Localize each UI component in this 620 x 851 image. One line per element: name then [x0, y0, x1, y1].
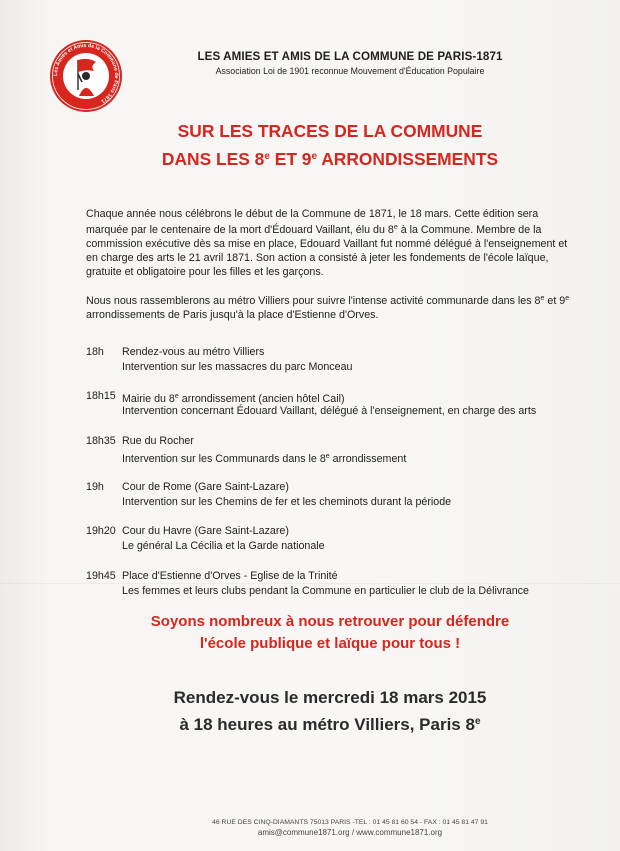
schedule-description: Le général La Cécilia et la Garde nationale — [122, 540, 325, 552]
slogan-line-2: l'école publique et laïque pour tous ! — [199, 635, 461, 652]
header — [140, 50, 560, 76]
schedule-description: Les femmes et leurs clubs pendant la Commune en particulier le club de la Délivrance — [122, 585, 529, 597]
schedule-description: Intervention sur les massacres du parc Monceau — [122, 361, 353, 373]
footer — [150, 818, 550, 838]
schedule-location: Rendez-vous au métro Villiers — [122, 346, 265, 358]
title-line-2: DANS LES 8e ET 9e ARRONDISSEMENTS — [161, 149, 499, 169]
intro-paragraph-2: Nous nous rassemblerons au métro Villiers pour suivre l'intense activité communarde dans les 8e et 9e arrondissements de Paris jusqu'à la place d'Estienne d'Orves. — [86, 295, 570, 321]
schedule-time: 19h — [86, 481, 104, 493]
schedule-time: 18h35 — [86, 435, 116, 447]
schedule-location: Mairie du 8e arrondissement (ancien hôtel Cail) — [122, 393, 345, 405]
svg-text:Les Amies et Amis de la Commun: Les Amies et Amis de la Commune de Paris 1871 — [52, 42, 120, 105]
title-line-1: SUR LES TRACES DE LA COMMUNE — [177, 121, 483, 141]
slogan-line-1: Soyons nombreux à nous retrouver pour défendre — [150, 613, 510, 630]
schedule-location: Rue du Rocher — [122, 435, 194, 447]
schedule-time: 19h20 — [86, 525, 116, 537]
schedule-description: Intervention concernant Édouard Vaillant, délégué à l'enseignement, en charge des arts — [122, 405, 537, 417]
introduction — [86, 207, 580, 335]
schedule-location: Cour de Rome (Gare Saint-Lazare) — [122, 481, 289, 493]
intro-paragraph-1: Chaque année nous célébrons le début de la Commune de 1871, le 18 mars. Cette édition sera marquée par le centenaire de la mort d'Édouard Vaillant, élu du 8e à la Commune. Membre de la commission exécutive dès sa mise en place, Edouard Vaillant fut nommé délégué à l'enseignement et en charge des arts le 21 avril 1871. Son action a consisté à jeter les fondements de l'école laïque, gratuite et obligatoire pour les filles et les garçons. — [86, 208, 568, 278]
organization-name: LES AMIES ET AMIS DE LA COMMUNE DE PARIS-1871 — [197, 50, 503, 63]
page-title — [40, 118, 620, 172]
meeting-info — [40, 686, 620, 737]
schedule-time: 18h15 — [86, 390, 116, 402]
schedule-description: Intervention sur les Communards dans le 8e arrondissement — [122, 453, 407, 465]
schedule-description: Intervention sur les Chemins de fer et les cheminots durant la période — [122, 496, 452, 508]
association-logo — [48, 38, 124, 114]
schedule-location: Cour du Havre (Gare Saint-Lazare) — [122, 525, 289, 537]
footer-contact: amis@commune1871.org / www.commune1871.org — [257, 828, 443, 837]
slogan — [40, 611, 620, 655]
organization-subtitle: Association Loi de 1901 reconnue Mouvement d'Éducation Populaire — [215, 66, 485, 76]
footer-address: 46 RUE DES CINQ-DIAMANTS 75013 PARIS -TEL : 01 45 81 60 54 - FAX : 01 45 81 47 91 — [212, 819, 488, 826]
meeting-date: Rendez-vous le mercredi 18 mars 2015 — [173, 688, 487, 707]
schedule-time: 19h45 — [86, 570, 116, 582]
meeting-place: à 18 heures au métro Villiers, Paris 8e — [179, 715, 481, 734]
schedule-location: Place d'Estienne d'Orves - Eglise de la Trinité — [122, 570, 338, 582]
schedule-time: 18h — [86, 346, 104, 358]
